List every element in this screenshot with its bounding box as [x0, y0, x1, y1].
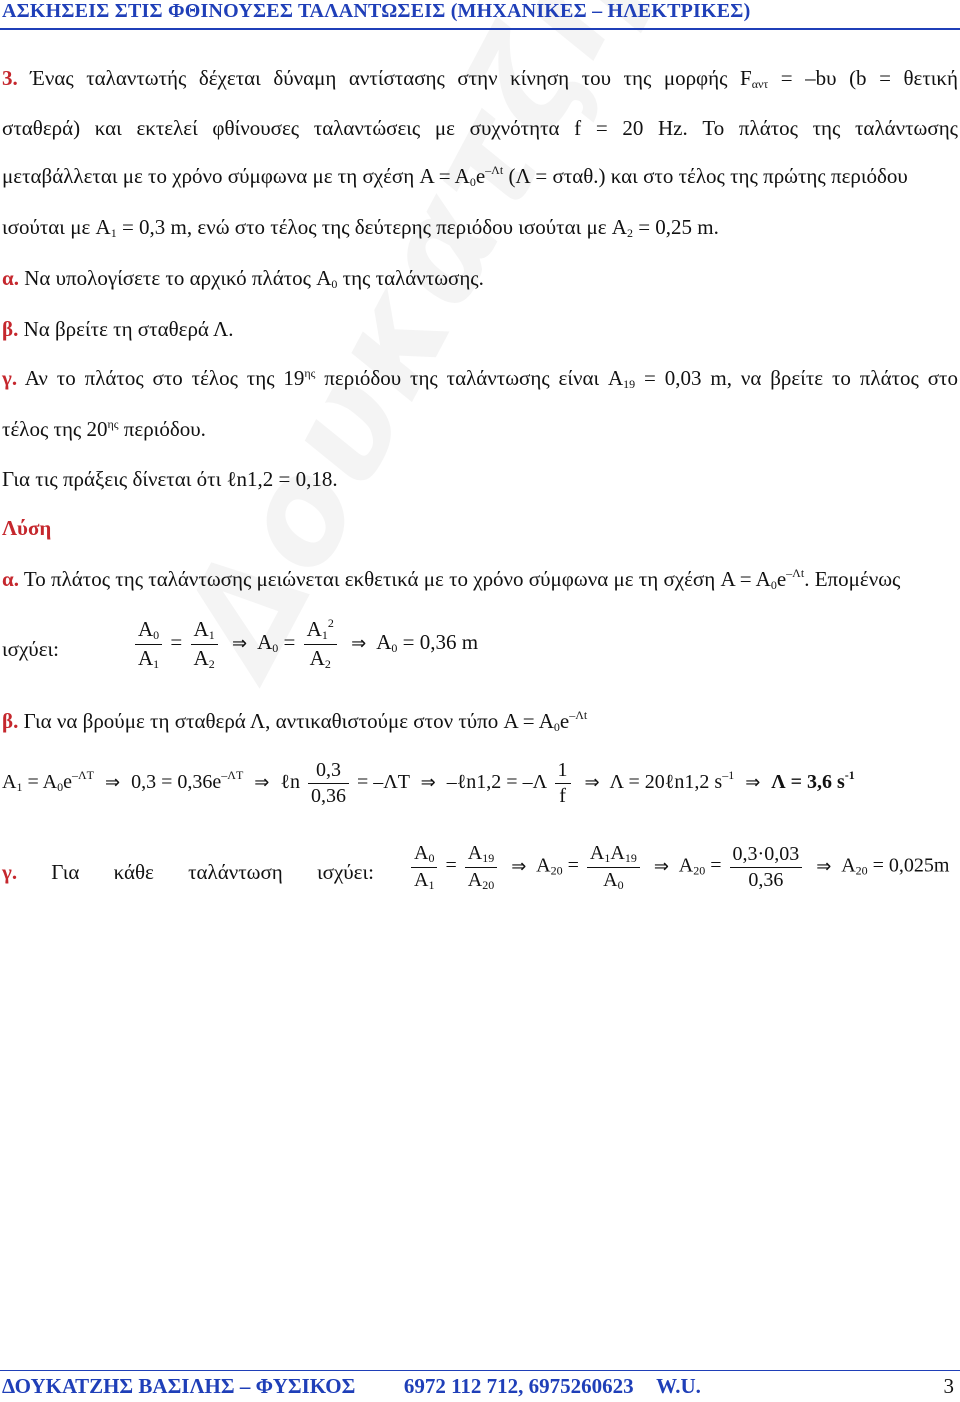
- text: 0: [469, 175, 476, 189]
- exponent: –1: [722, 768, 735, 783]
- solution-c-text: [2, 860, 374, 885]
- fraction: $\frac{A_0}{A_1}$: [411, 843, 437, 891]
- text: Για: [51, 860, 80, 884]
- fraction: $\frac{A_{19}}{A_{20}}$: [465, 843, 497, 891]
- question-label: α.: [2, 266, 19, 290]
- fraction: $\frac{A_1^2}{A_2}$: [304, 618, 337, 670]
- header-divider: [0, 28, 960, 30]
- text: e: [475, 164, 486, 188]
- text: αντ: [751, 77, 769, 91]
- question-label: γ.: [2, 366, 18, 390]
- text: 2: [626, 226, 633, 240]
- text: (Λ = σταθ.) και στο τέλος της πρώτης περιόδου: [503, 164, 908, 188]
- solution-b-equation: $A_1 = A_0e^{-\Lambda T}$ ⇒ $0,3 = 0,36e^{-\Lambda T}$ ⇒ ℓn $\frac{0,3}{0,36}$ = –ΛT ⇒ –ℓn1,2 = –Λ $\frac{1}{f}$ ⇒ Λ = 20ℓn1,2 $s^{-1}$ ⇒ Λ = 3,6 $s^{-1}$: [2, 759, 855, 807]
- problem-number: 3.: [2, 66, 18, 90]
- exponent: –Λt: [569, 708, 588, 722]
- implies-arrow-icon: ⇒: [254, 772, 270, 794]
- text: 19: [623, 377, 636, 391]
- result-value: 0,025m: [888, 854, 950, 877]
- fraction: $\frac{A_1}{A_2}$: [191, 618, 218, 670]
- solution-heading: Λύση: [2, 516, 52, 540]
- footer-divider: [0, 1370, 960, 1371]
- question-a: [2, 266, 958, 292]
- solution-a-equation: $\frac{A_0}{A_1}$ = $\frac{A_1}{A_2}$ ⇒ $A_0$ = $\frac{A_1^2}{A_2}$ ⇒ $A_0 = 0,36$ m: [132, 618, 478, 670]
- text: ης: [304, 366, 316, 380]
- question-c-cont: [2, 417, 958, 442]
- text: . Επομένως: [804, 567, 901, 591]
- equation-part: –ℓn1,2 = –Λ: [446, 771, 547, 794]
- problem-line-4: [2, 215, 958, 241]
- text: = 0,3 m, ενώ στο τέλος της δεύτερης περιόδου ισούται με A: [116, 215, 627, 239]
- implies-arrow-icon: ⇒: [745, 772, 761, 794]
- question-label: α.: [2, 567, 19, 591]
- implies-arrow-icon: ⇒: [653, 855, 669, 877]
- problem-line-2: σταθερά) και εκτελεί φθίνουσες ταλαντώσεις με συχνότητα f = 20 Hz. Το πλάτος της ταλάντωσης: [2, 116, 958, 140]
- footer-phones: 6972 112 712, 6975260623: [403, 1374, 634, 1398]
- solution-b-text: [2, 709, 958, 735]
- implies-arrow-icon: ⇒: [816, 855, 832, 877]
- exponent: –Λt: [786, 566, 805, 580]
- implies-arrow-icon: ⇒: [105, 772, 121, 794]
- text: Αν το πλάτος στο τέλος της 19: [17, 366, 305, 390]
- problem-line-3: [2, 164, 958, 190]
- question-c: [2, 366, 958, 392]
- question-label: γ.: [2, 860, 18, 884]
- exponent: –Λt: [485, 163, 504, 177]
- question-label: β.: [2, 317, 19, 341]
- equation-part: = –ΛT: [356, 771, 410, 794]
- implies-arrow-icon: ⇒: [511, 855, 527, 877]
- text: e: [559, 709, 570, 733]
- text: Για να βρούμε τη σταθερά Λ, αντικαθιστούμε στον τύπο A = A: [18, 709, 554, 733]
- page-footer: [2, 1374, 954, 1399]
- equation-part: Λ = 20ℓn1,2 s: [609, 771, 723, 794]
- text: περιόδου της ταλάντωσης είναι A: [315, 366, 624, 390]
- question-b: [2, 317, 958, 342]
- solution-c-equation: $\frac{A_0}{A_1}$ = $\frac{A_{19}}{A_{20}}$ ⇒ $A_{20}$ = $\frac{A_1A_{19}}{A_0}$ ⇒ $A_{20}$ = $\frac{0,3\cdot 0,03}{0,36}$ ⇒ $A_{20} = 0,025m$: [408, 843, 949, 891]
- text: 0: [553, 720, 560, 734]
- text: τέλος της 20: [2, 417, 108, 441]
- footer-author: ΔΟΥΚΑΤΖΗΣ ΒΑΣΙΛΗΣ – ΦΥΣΙΚΟΣ: [2, 1374, 356, 1398]
- page-header-title: ΑΣΚΗΣΕΙΣ ΣΤΙΣ ΦΘΙΝΟΥΣΕΣ ΤΑΛΑΝΤΩΣΕΙΣ (ΜΗΧΑΝΙΚΕΣ – ΗΛΕΚΤΡΙΚΕΣ): [2, 0, 751, 22]
- text: ης: [107, 417, 119, 431]
- fraction: $\frac{0,3\cdot 0,03}{0,36}$: [730, 844, 803, 891]
- text: Να βρείτε τη σταθερά Λ.: [18, 317, 234, 341]
- text: μεταβάλλεται με το χρόνο σύμφωνα με τη σχέση A = A: [2, 164, 470, 188]
- text: ισχύει:: [316, 860, 374, 884]
- question-label: β.: [2, 709, 19, 733]
- equation-part: ℓn: [280, 771, 300, 794]
- text: 1: [110, 226, 117, 240]
- equation-part: 0,3 = 0,36e: [131, 771, 222, 794]
- text: Να υπολογίσετε το αρχικό πλάτος A: [18, 266, 332, 290]
- final-answer: Λ = 3,6 s: [771, 771, 845, 794]
- fraction: $\frac{A_1A_{19}}{A_0}$: [587, 843, 640, 891]
- result-value: 0,36 m: [419, 629, 479, 654]
- implies-arrow-icon: ⇒: [420, 772, 436, 794]
- hint-line: Για τις πράξεις δίνεται ότι ℓn1,2 = 0,18.: [2, 467, 338, 491]
- fraction: $\frac{1}{f}$: [555, 760, 571, 807]
- text: = –bυ (b = θετική: [768, 66, 958, 90]
- problem-line-1: [2, 66, 958, 92]
- page-number: 3: [943, 1374, 954, 1398]
- exponent: -1: [844, 768, 855, 783]
- implies-arrow-icon: ⇒: [584, 772, 600, 794]
- implies-arrow-icon: ⇒: [351, 632, 367, 654]
- text: περιόδου.: [118, 417, 206, 441]
- text: 0: [331, 277, 338, 291]
- fraction: $\frac{0,3}{0,36}$: [308, 760, 349, 807]
- footer-wu: W.U.: [656, 1374, 701, 1398]
- text: = 0,25 m.: [632, 215, 719, 239]
- text: Ένας ταλαντωτής δέχεται δύναμη αντίστασης στην κίνηση του της μορφής F: [17, 66, 752, 90]
- text: e: [776, 567, 787, 591]
- solution-a-text: [2, 567, 958, 593]
- text: της ταλάντωσης.: [337, 266, 484, 290]
- text: Το πλάτος της ταλάντωσης μειώνεται εκθετικά με το χρόνο σύμφωνα με τη σχέση A = A: [18, 567, 771, 591]
- solution-a-isxyei: ισχύει:: [2, 637, 59, 661]
- text: = 0,03 m, να βρείτε το πλάτος στο: [635, 366, 958, 390]
- text: ταλάντωση: [188, 860, 283, 884]
- text: 0: [770, 578, 777, 592]
- text: ισούται με A: [2, 215, 111, 239]
- text: κάθε: [113, 860, 154, 884]
- implies-arrow-icon: ⇒: [231, 632, 248, 654]
- fraction: $\frac{A_0}{A_1}$: [135, 618, 162, 670]
